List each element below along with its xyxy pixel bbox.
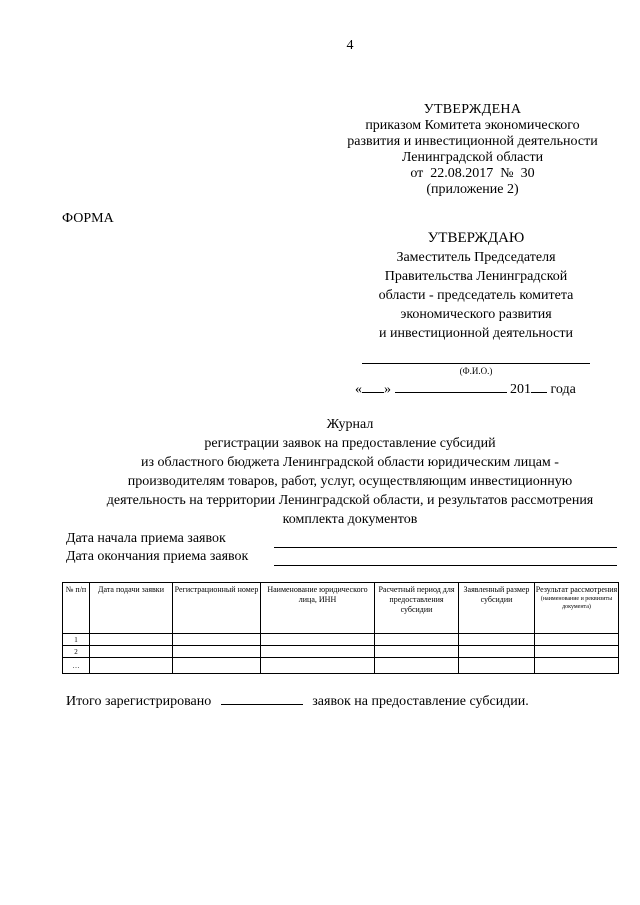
table-cell[interactable]: [173, 658, 261, 674]
approver-line-1: Заместитель Председателя: [396, 250, 556, 265]
table-cell[interactable]: [375, 646, 459, 658]
table-cell[interactable]: [173, 634, 261, 646]
table-cell[interactable]: [459, 658, 535, 674]
row-number: 2: [63, 646, 90, 658]
approver-line-2: Правительства Ленинградской: [384, 269, 568, 284]
col-result-header: [535, 583, 619, 634]
row-number: …: [63, 658, 90, 674]
month-blank: [395, 380, 507, 393]
table-header-row: [63, 583, 619, 634]
table-row: [63, 658, 619, 674]
approved-title: УТВЕРЖДЕНА: [423, 102, 522, 117]
approved-line-2: развития и инвестиционной деятельности: [347, 134, 598, 149]
table-cell[interactable]: [375, 634, 459, 646]
row-number: 1: [63, 634, 90, 646]
day-blank: [362, 380, 384, 393]
col-entity-header: Наименование юридического лица, ИНН: [261, 583, 375, 634]
approver-line-5: и инвестиционной деятельности: [379, 326, 573, 341]
start-date-label: Дата начала приема заявок: [66, 531, 226, 546]
table-cell[interactable]: [90, 646, 173, 658]
col-number-header: № п/п: [63, 583, 90, 634]
table-cell[interactable]: [535, 658, 619, 674]
approved-appendix: (приложение 2): [426, 182, 519, 197]
approver-block: [358, 229, 594, 343]
table-cell[interactable]: [261, 634, 375, 646]
journal-line-5: деятельность на территории Ленинградской области, и результатов рассмотрения: [106, 493, 594, 508]
approver-line-4: экономического развития: [400, 307, 552, 322]
table-cell[interactable]: [459, 646, 535, 658]
col-result-title: Результат рассмотрения: [535, 585, 618, 594]
table-row: [63, 634, 619, 646]
col-result-note: (наименование и реквизиты документа): [540, 596, 613, 610]
table-cell[interactable]: [535, 634, 619, 646]
signature-date-line: [355, 380, 576, 398]
start-date-field[interactable]: [274, 547, 617, 548]
year-suffix: года: [550, 382, 576, 397]
total-line: [66, 692, 529, 710]
start-date-row: [66, 531, 226, 547]
table-cell[interactable]: [261, 646, 375, 658]
approved-line-1: приказом Комитета экономического: [365, 118, 580, 133]
fio-caption: (Ф.И.О.): [459, 366, 493, 376]
table-cell[interactable]: [90, 658, 173, 674]
approver-title: УТВЕРЖДАЮ: [427, 230, 525, 246]
close-quote: »: [384, 382, 391, 397]
approved-line-3: Ленинградской области: [401, 150, 544, 165]
col-period-header: Расчетный период для предоставления субсидии: [375, 583, 459, 634]
form-label: ФОРМА: [62, 211, 114, 226]
total-count-blank[interactable]: [221, 692, 303, 705]
col-amount-header: Заявленный размер субсидии: [459, 583, 535, 634]
total-prefix: Итого зарегистрировано: [66, 694, 212, 709]
table-cell[interactable]: [173, 646, 261, 658]
end-date-field[interactable]: [274, 565, 617, 566]
open-quote: «: [355, 382, 362, 397]
journal-line-2: регистрации заявок на предоставление субсидий: [204, 436, 496, 451]
table-cell[interactable]: [90, 634, 173, 646]
journal-line-6: комплекта документов: [282, 512, 418, 527]
signature-line: [362, 363, 590, 364]
table-cell[interactable]: [535, 646, 619, 658]
col-reg-number-header: Регистрационный номер: [173, 583, 261, 634]
year-prefix: 201: [510, 382, 531, 397]
approved-date-line: от 22.08.2017 № 30: [410, 166, 535, 181]
journal-line-3: из областного бюджета Ленинградской области юридическим лицам -: [141, 455, 559, 470]
registration-table: [62, 582, 619, 674]
year-blank: [531, 380, 547, 393]
table-cell[interactable]: [261, 658, 375, 674]
journal-line-1: Журнал: [326, 417, 374, 432]
approver-line-3: области - председатель комитета: [378, 288, 574, 303]
table-cell[interactable]: [459, 634, 535, 646]
end-date-row: [66, 549, 248, 565]
col-date-header: Дата подачи заявки: [90, 583, 173, 634]
approval-stamp: [340, 102, 605, 198]
end-date-label: Дата окончания приема заявок: [66, 549, 249, 564]
total-suffix: заявок на предоставление субсидии.: [312, 694, 529, 709]
table-row: [63, 646, 619, 658]
table-cell[interactable]: [375, 658, 459, 674]
page-number: 4: [346, 38, 354, 53]
journal-line-4: производителям товаров, работ, услуг, осуществляющим инвестиционную: [127, 474, 573, 489]
journal-title: [50, 415, 640, 529]
